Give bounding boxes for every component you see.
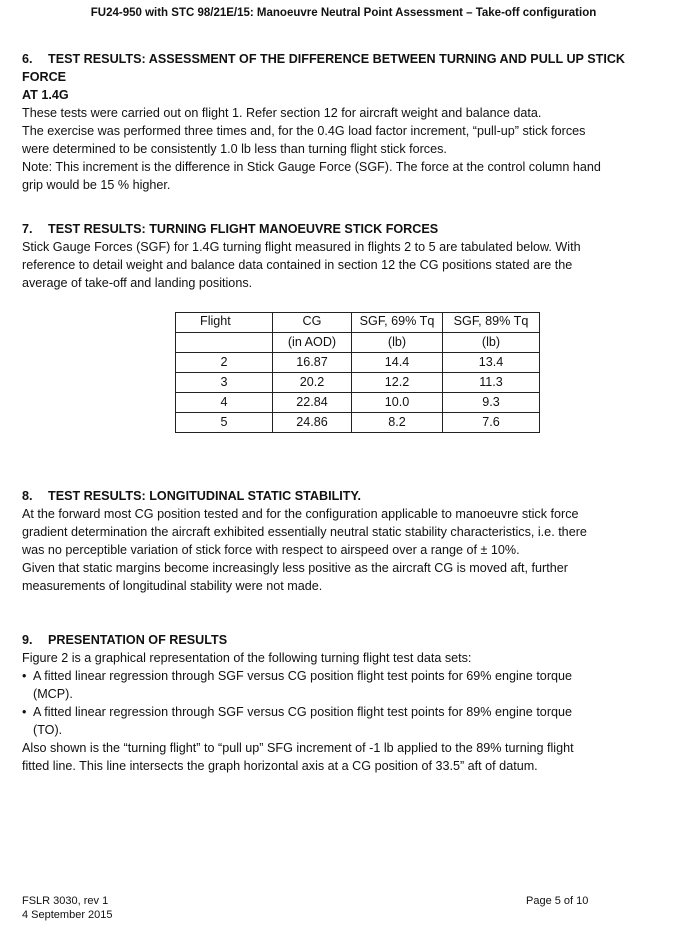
table-header-row — [176, 313, 540, 333]
section-8-number: 8. — [22, 489, 33, 503]
bullet-icon: • — [22, 669, 27, 683]
doc-reference: FSLR 3030, rev 1 — [22, 895, 109, 907]
section-6-line: were determined to be consistently 1.0 lb less than turning flight stick forces. — [22, 142, 447, 156]
section-8-line: measurements of longitudinal stability were not made. — [22, 579, 323, 593]
table-row — [176, 353, 540, 373]
bullet-icon: • — [22, 705, 27, 719]
table-unit-cell — [176, 333, 273, 353]
section-8-line: Given that static margins become increasingly less positive as the aircraft CG is moved aft, further — [22, 561, 568, 575]
table-row — [176, 393, 540, 413]
table-cell: 2 — [176, 353, 273, 373]
table-header-cell: SGF, 89% Tq — [443, 313, 540, 333]
section-7-number: 7. — [22, 222, 33, 236]
bullet-text-cont: (MCP). — [33, 687, 73, 701]
section-9-title — [22, 631, 670, 649]
section-8-line: was no perceptible variation of stick force with respect to airspeed over a range of ± 10%. — [22, 543, 520, 557]
table-cell: 11.3 — [443, 373, 540, 393]
table-cell: 4 — [176, 393, 273, 413]
section-6-line: Note: This increment is the difference in Stick Gauge Force (SGF). The force at the control column hand — [22, 160, 601, 174]
table-cell: 3 — [176, 373, 273, 393]
section-6-line: These tests were carried out on flight 1. Refer section 12 for aircraft weight and balance data. — [22, 106, 542, 120]
table-unit-cell: (lb) — [443, 333, 540, 353]
section-7-line: average of take-off and landing positions. — [22, 276, 253, 290]
table-cell: 14.4 — [352, 353, 443, 373]
list-item — [22, 703, 670, 739]
footer-left — [22, 894, 113, 922]
section-7-line: reference to detail weight and balance data contained in section 12 the CG positions stated are the — [22, 258, 573, 272]
table-cell: 16.87 — [273, 353, 352, 373]
table-header-cell: SGF, 69% Tq — [352, 313, 443, 333]
section-9-closing: fitted line. This line intersects the graph horizontal axis at a CG position of 33.5” aft of datum. — [22, 759, 538, 773]
doc-date: 4 September 2015 — [22, 909, 113, 921]
table-cell: 12.2 — [352, 373, 443, 393]
section-8-title — [22, 487, 670, 505]
table-cell: 8.2 — [352, 413, 443, 433]
section-7-title-text: TEST RESULTS: TURNING FLIGHT MANOEUVRE STICK FORCES — [48, 222, 439, 236]
bullet-text-cont: (TO). — [33, 723, 63, 737]
table-header-cell: CG — [273, 313, 352, 333]
section-7-line: Stick Gauge Forces (SGF) for 1.4G turning flight measured in flights 2 to 5 are tabulated below. With — [22, 240, 581, 254]
table-header-cell: Flight — [176, 313, 273, 333]
table-unit-cell: (in AOD) — [273, 333, 352, 353]
section-8-line: gradient determination the aircraft exhibited essentially neutral static stability characteristics, i.e. there — [22, 525, 587, 539]
table-cell: 9.3 — [443, 393, 540, 413]
table-units-row — [176, 333, 540, 353]
section-6-line: grip would be 15 % higher. — [22, 178, 171, 192]
section-6-number: 6. — [22, 52, 33, 66]
section-7-title — [22, 220, 670, 238]
table-cell: 24.86 — [273, 413, 352, 433]
section-9-intro: Figure 2 is a graphical representation of the following turning flight test data sets: — [22, 651, 472, 665]
list-item — [22, 667, 670, 703]
section-8-line: At the forward most CG position tested and for the configuration applicable to manoeuvre stick force — [22, 507, 579, 521]
section-9-title-text: PRESENTATION OF RESULTS — [48, 633, 228, 647]
table-cell: 20.2 — [273, 373, 352, 393]
table-cell: 22.84 — [273, 393, 352, 413]
section-6 — [22, 50, 670, 194]
section-6-title-line2: AT 1.4G — [22, 88, 69, 102]
stick-force-table — [175, 312, 540, 433]
table-cell: 7.6 — [443, 413, 540, 433]
table-unit-cell: (lb) — [352, 333, 443, 353]
table-cell: 10.0 — [352, 393, 443, 413]
table-row — [176, 413, 540, 433]
table-row — [176, 373, 540, 393]
table-cell: 5 — [176, 413, 273, 433]
section-6-title-line1: TEST RESULTS: ASSESSMENT OF THE DIFFERENCE BETWEEN TURNING AND PULL UP STICK FORCE — [22, 52, 626, 84]
section-7 — [22, 220, 670, 292]
page-header: FU24-950 with STC 98/21E/15: Manoeuvre Neutral Point Assessment – Take-off configuration — [90, 7, 597, 19]
section-6-title — [22, 50, 670, 86]
section-9 — [22, 631, 670, 775]
section-6-line: The exercise was performed three times and, for the 0.4G load factor increment, “pull-up” stick forces — [22, 124, 586, 138]
section-9-closing: Also shown is the “turning flight” to “pull up” SFG increment of -1 lb applied to the 89% turning flight — [22, 741, 574, 755]
bullet-text: A fitted linear regression through SGF versus CG position flight test points for 89% engine torque — [33, 705, 573, 719]
bullet-text: A fitted linear regression through SGF versus CG position flight test points for 69% engine torque — [33, 669, 573, 683]
section-9-number: 9. — [22, 633, 33, 647]
page-number: Page 5 of 10 — [526, 895, 589, 907]
section-8 — [22, 487, 670, 595]
section-8-title-text: TEST RESULTS: LONGITUDINAL STATIC STABILITY. — [48, 489, 361, 503]
table-cell: 13.4 — [443, 353, 540, 373]
